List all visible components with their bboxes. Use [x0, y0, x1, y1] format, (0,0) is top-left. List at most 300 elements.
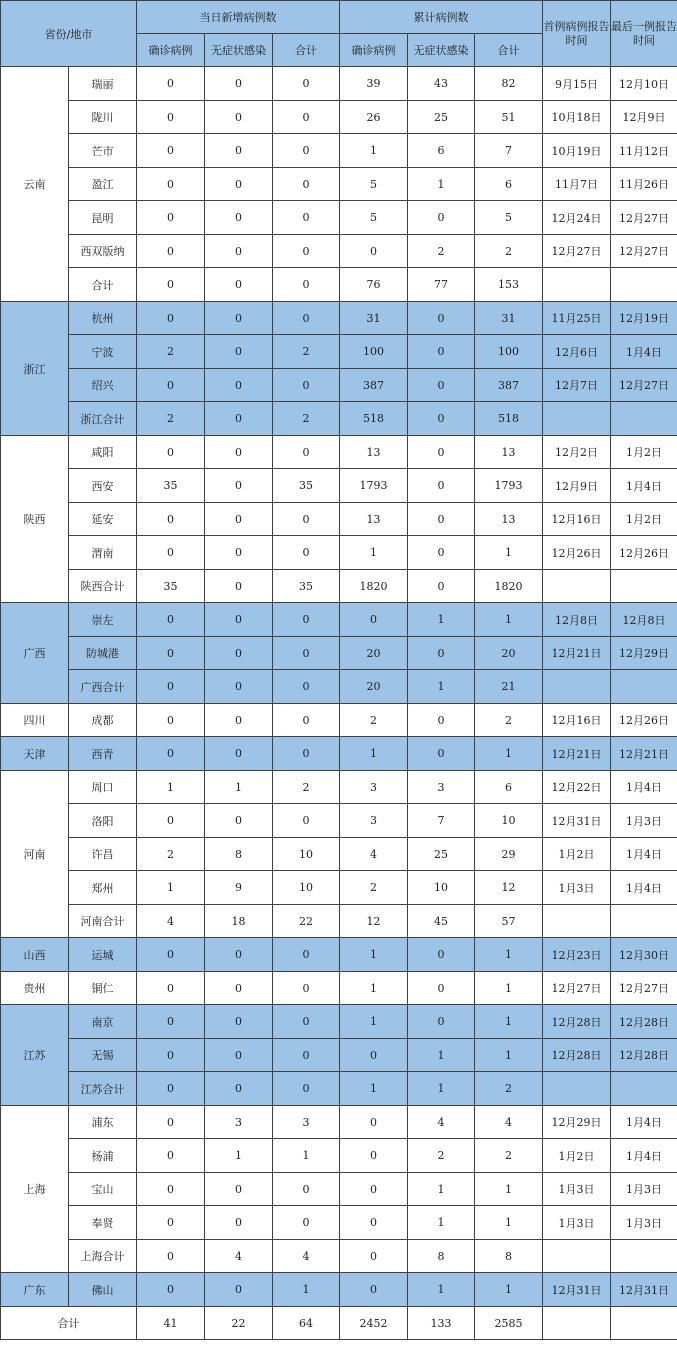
cum-confirmed: 1 — [340, 938, 408, 972]
daily-total: 0 — [273, 235, 340, 268]
header-cum-confirmed: 确诊病例 — [340, 34, 408, 67]
daily-total: 0 — [273, 1206, 340, 1240]
daily-asymptomatic: 0 — [205, 503, 273, 536]
first-report: 12月27日 — [543, 235, 611, 268]
cum-asymptomatic: 3 — [408, 771, 475, 804]
daily-asymptomatic: 1 — [205, 1139, 273, 1173]
cum-asymptomatic: 77 — [408, 268, 475, 302]
first-report: 1月2日 — [543, 838, 611, 871]
first-report: 12月28日 — [543, 1005, 611, 1039]
daily-confirmed: 0 — [137, 737, 205, 771]
table-row — [1, 436, 677, 469]
cum-asymptomatic: 8 — [408, 1240, 475, 1273]
city-name: 洛阳 — [69, 804, 137, 838]
province-cell: 云南 — [1, 67, 69, 302]
cum-asymptomatic: 25 — [408, 838, 475, 871]
table-row — [1, 268, 677, 302]
table-row — [1, 369, 677, 402]
last-report: 12月27日 — [611, 235, 677, 268]
cum-confirmed: 0 — [340, 1273, 408, 1307]
daily-total: 0 — [273, 1039, 340, 1072]
cum-asymptomatic: 0 — [408, 503, 475, 536]
cum-total: 10 — [475, 804, 543, 838]
daily-asymptomatic: 0 — [205, 737, 273, 771]
daily-asymptomatic: 0 — [205, 670, 273, 704]
daily-asymptomatic: 0 — [205, 972, 273, 1005]
cum-confirmed: 20 — [340, 670, 408, 704]
last-report: 1月4日 — [611, 771, 677, 804]
daily-asymptomatic: 0 — [205, 1173, 273, 1206]
table-row — [1, 1005, 677, 1039]
city-name: 盈江 — [69, 168, 137, 201]
cum-total: 153 — [475, 268, 543, 302]
city-name: 南京 — [69, 1005, 137, 1039]
cum-asymptomatic: 0 — [408, 469, 475, 503]
cum-total: 5 — [475, 201, 543, 235]
first-report — [543, 268, 611, 302]
province-cell: 广西 — [1, 603, 69, 704]
last-report: 12月26日 — [611, 536, 677, 570]
first-report: 12月29日 — [543, 1106, 611, 1139]
daily-asymptomatic: 0 — [205, 570, 273, 603]
first-report: 12月26日 — [543, 536, 611, 570]
last-report — [611, 1072, 677, 1106]
cum-asymptomatic: 25 — [408, 101, 475, 134]
cum-confirmed: 518 — [340, 402, 408, 436]
daily-confirmed: 0 — [137, 235, 205, 268]
cum-asymptomatic: 6 — [408, 134, 475, 168]
province-cell: 贵州 — [1, 972, 69, 1005]
daily-confirmed: 0 — [137, 637, 205, 670]
cum-total: 31 — [475, 302, 543, 335]
cum-asymptomatic: 2 — [408, 235, 475, 268]
cum-asymptomatic: 0 — [408, 972, 475, 1005]
daily-total: 0 — [273, 972, 340, 1005]
first-report: 12月24日 — [543, 201, 611, 235]
table-row — [1, 804, 677, 838]
cum-total: 2 — [475, 704, 543, 737]
daily-confirmed: 35 — [137, 570, 205, 603]
grand-total-last-report — [611, 1307, 677, 1340]
grand-total-daily-confirmed: 41 — [137, 1307, 205, 1340]
city-name: 上海合计 — [69, 1240, 137, 1273]
daily-asymptomatic: 0 — [205, 436, 273, 469]
city-name: 浙江合计 — [69, 402, 137, 436]
daily-total: 0 — [273, 101, 340, 134]
last-report — [611, 905, 677, 938]
first-report: 12月22日 — [543, 771, 611, 804]
daily-total: 0 — [273, 737, 340, 771]
table-footer — [1, 1307, 677, 1340]
daily-asymptomatic: 0 — [205, 335, 273, 369]
cum-confirmed: 4 — [340, 838, 408, 871]
cum-asymptomatic: 0 — [408, 938, 475, 972]
first-report: 12月31日 — [543, 804, 611, 838]
last-report: 12月30日 — [611, 938, 677, 972]
cum-asymptomatic: 1 — [408, 1173, 475, 1206]
daily-asymptomatic: 4 — [205, 1240, 273, 1273]
grand-total-label: 合计 — [1, 1307, 137, 1340]
cum-confirmed: 3 — [340, 771, 408, 804]
cum-confirmed: 76 — [340, 268, 408, 302]
city-name: 芒市 — [69, 134, 137, 168]
last-report: 1月2日 — [611, 503, 677, 536]
daily-asymptomatic: 0 — [205, 67, 273, 101]
first-report: 12月21日 — [543, 737, 611, 771]
table-row — [1, 1106, 677, 1139]
header-daily-total: 合计 — [273, 34, 340, 67]
daily-confirmed: 0 — [137, 670, 205, 704]
daily-asymptomatic: 0 — [205, 101, 273, 134]
cum-asymptomatic: 0 — [408, 369, 475, 402]
city-name: 奉贤 — [69, 1206, 137, 1240]
city-name: 崇左 — [69, 603, 137, 637]
cum-total: 57 — [475, 905, 543, 938]
daily-asymptomatic: 0 — [205, 938, 273, 972]
daily-confirmed: 0 — [137, 369, 205, 402]
city-name: 陇川 — [69, 101, 137, 134]
province-cell: 山西 — [1, 938, 69, 972]
last-report: 12月27日 — [611, 972, 677, 1005]
city-name: 防城港 — [69, 637, 137, 670]
cum-total: 1793 — [475, 469, 543, 503]
province-cell: 上海 — [1, 1106, 69, 1273]
grand-total-cum-confirmed: 2452 — [340, 1307, 408, 1340]
daily-asymptomatic: 18 — [205, 905, 273, 938]
daily-total: 4 — [273, 1240, 340, 1273]
city-name: 陕西合计 — [69, 570, 137, 603]
cum-asymptomatic: 0 — [408, 536, 475, 570]
cum-total: 2 — [475, 235, 543, 268]
table-row — [1, 972, 677, 1005]
cum-confirmed: 387 — [340, 369, 408, 402]
cum-confirmed: 13 — [340, 503, 408, 536]
table-header — [1, 1, 677, 67]
cum-total: 29 — [475, 838, 543, 871]
daily-total: 0 — [273, 938, 340, 972]
table-row — [1, 536, 677, 570]
daily-total: 0 — [273, 1005, 340, 1039]
grand-total-cum-asymptomatic: 133 — [408, 1307, 475, 1340]
daily-confirmed: 0 — [137, 1005, 205, 1039]
cum-total: 6 — [475, 771, 543, 804]
city-name: 铜仁 — [69, 972, 137, 1005]
first-report: 12月31日 — [543, 1273, 611, 1307]
city-name: 无锡 — [69, 1039, 137, 1072]
daily-asymptomatic: 0 — [205, 536, 273, 570]
last-report: 1月2日 — [611, 436, 677, 469]
daily-confirmed: 0 — [137, 1039, 205, 1072]
table-row — [1, 302, 677, 335]
daily-total: 0 — [273, 436, 340, 469]
last-report: 11月26日 — [611, 168, 677, 201]
first-report: 12月16日 — [543, 704, 611, 737]
daily-total: 1 — [273, 1273, 340, 1307]
city-name: 郑州 — [69, 871, 137, 905]
table-row — [1, 704, 677, 737]
city-name: 咸阳 — [69, 436, 137, 469]
cum-total: 6 — [475, 168, 543, 201]
province-cell: 浙江 — [1, 302, 69, 436]
cum-asymptomatic: 10 — [408, 871, 475, 905]
daily-asymptomatic: 0 — [205, 704, 273, 737]
last-report — [611, 1240, 677, 1273]
cum-asymptomatic: 0 — [408, 737, 475, 771]
daily-total: 2 — [273, 771, 340, 804]
daily-confirmed: 2 — [137, 402, 205, 436]
city-name: 运城 — [69, 938, 137, 972]
daily-total: 0 — [273, 1173, 340, 1206]
cum-total: 82 — [475, 67, 543, 101]
cum-asymptomatic: 0 — [408, 201, 475, 235]
daily-confirmed: 0 — [137, 134, 205, 168]
daily-asymptomatic: 1 — [205, 771, 273, 804]
cum-asymptomatic: 1 — [408, 603, 475, 637]
table-row — [1, 67, 677, 101]
daily-confirmed: 0 — [137, 436, 205, 469]
city-name: 昆明 — [69, 201, 137, 235]
last-report: 12月29日 — [611, 637, 677, 670]
province-cell: 四川 — [1, 704, 69, 737]
cum-confirmed: 26 — [340, 101, 408, 134]
cum-total: 1 — [475, 972, 543, 1005]
table-row — [1, 469, 677, 503]
daily-confirmed: 0 — [137, 67, 205, 101]
last-report: 12月27日 — [611, 369, 677, 402]
cum-total: 1 — [475, 1173, 543, 1206]
first-report: 12月6日 — [543, 335, 611, 369]
table-row — [1, 1072, 677, 1106]
daily-asymptomatic: 0 — [205, 1206, 273, 1240]
cum-total: 2 — [475, 1139, 543, 1173]
cum-confirmed: 2 — [340, 704, 408, 737]
cum-confirmed: 2 — [340, 871, 408, 905]
city-name: 周口 — [69, 771, 137, 804]
daily-asymptomatic: 0 — [205, 201, 273, 235]
daily-confirmed: 0 — [137, 101, 205, 134]
first-report: 9月15日 — [543, 67, 611, 101]
last-report: 1月3日 — [611, 1206, 677, 1240]
daily-total: 0 — [273, 670, 340, 704]
daily-total: 0 — [273, 67, 340, 101]
first-report: 1月3日 — [543, 1206, 611, 1240]
city-name: 宁波 — [69, 335, 137, 369]
cum-total: 387 — [475, 369, 543, 402]
grand-total-first-report — [543, 1307, 611, 1340]
table-body — [1, 67, 677, 1307]
cum-asymptomatic: 4 — [408, 1106, 475, 1139]
daily-total: 0 — [273, 503, 340, 536]
daily-confirmed: 0 — [137, 1139, 205, 1173]
cum-total: 13 — [475, 436, 543, 469]
cum-total: 1 — [475, 603, 543, 637]
daily-total: 0 — [273, 134, 340, 168]
city-name: 渭南 — [69, 536, 137, 570]
first-report — [543, 1240, 611, 1273]
daily-total: 10 — [273, 871, 340, 905]
daily-confirmed: 1 — [137, 771, 205, 804]
daily-total: 35 — [273, 570, 340, 603]
city-name: 成都 — [69, 704, 137, 737]
first-report: 1月3日 — [543, 871, 611, 905]
table-row — [1, 603, 677, 637]
daily-confirmed: 0 — [137, 1273, 205, 1307]
daily-total: 0 — [273, 536, 340, 570]
daily-asymptomatic: 8 — [205, 838, 273, 871]
cum-confirmed: 0 — [340, 1240, 408, 1273]
last-report — [611, 670, 677, 704]
table-row — [1, 1206, 677, 1240]
first-report: 12月23日 — [543, 938, 611, 972]
table-row — [1, 335, 677, 369]
daily-confirmed: 0 — [137, 1206, 205, 1240]
cum-confirmed: 1 — [340, 972, 408, 1005]
header-cumulative-group: 累计病例数 — [340, 1, 543, 34]
daily-asymptomatic: 0 — [205, 369, 273, 402]
cum-total: 1 — [475, 938, 543, 972]
daily-confirmed: 35 — [137, 469, 205, 503]
cum-confirmed: 5 — [340, 168, 408, 201]
grand-total-cum-total: 2585 — [475, 1307, 543, 1340]
cum-total: 1 — [475, 1273, 543, 1307]
last-report: 1月3日 — [611, 1173, 677, 1206]
last-report: 1月4日 — [611, 1106, 677, 1139]
table-row — [1, 838, 677, 871]
city-name: 许昌 — [69, 838, 137, 871]
grand-total-row — [1, 1307, 677, 1340]
cum-total: 51 — [475, 101, 543, 134]
city-name: 杭州 — [69, 302, 137, 335]
last-report — [611, 570, 677, 603]
last-report: 12月10日 — [611, 67, 677, 101]
cum-confirmed: 100 — [340, 335, 408, 369]
table-row — [1, 737, 677, 771]
cum-confirmed: 39 — [340, 67, 408, 101]
city-name: 河南合计 — [69, 905, 137, 938]
cum-confirmed: 0 — [340, 1206, 408, 1240]
daily-total: 2 — [273, 335, 340, 369]
daily-total: 2 — [273, 402, 340, 436]
cum-total: 4 — [475, 1106, 543, 1139]
cum-asymptomatic: 0 — [408, 436, 475, 469]
cum-asymptomatic: 0 — [408, 704, 475, 737]
cum-asymptomatic: 1 — [408, 670, 475, 704]
cum-total: 21 — [475, 670, 543, 704]
cum-total: 2 — [475, 1072, 543, 1106]
province-cell: 河南 — [1, 771, 69, 938]
daily-confirmed: 0 — [137, 804, 205, 838]
cum-asymptomatic: 0 — [408, 402, 475, 436]
last-report: 12月19日 — [611, 302, 677, 335]
table-row — [1, 101, 677, 134]
daily-total: 22 — [273, 905, 340, 938]
first-report: 11月7日 — [543, 168, 611, 201]
first-report: 12月8日 — [543, 603, 611, 637]
cum-total: 7 — [475, 134, 543, 168]
table-row — [1, 670, 677, 704]
table-row — [1, 938, 677, 972]
daily-total: 0 — [273, 268, 340, 302]
daily-total: 0 — [273, 168, 340, 201]
header-last-report: 最后一例报告时间 — [611, 1, 677, 67]
table-row — [1, 1240, 677, 1273]
cum-confirmed: 1 — [340, 1072, 408, 1106]
table-row — [1, 235, 677, 268]
cum-total: 13 — [475, 503, 543, 536]
daily-asymptomatic: 0 — [205, 134, 273, 168]
cum-confirmed: 3 — [340, 804, 408, 838]
daily-confirmed: 0 — [137, 603, 205, 637]
cum-total: 20 — [475, 637, 543, 670]
daily-confirmed: 4 — [137, 905, 205, 938]
daily-total: 0 — [273, 603, 340, 637]
province-cell: 陕西 — [1, 436, 69, 603]
cum-confirmed: 1793 — [340, 469, 408, 503]
daily-total: 1 — [273, 1139, 340, 1173]
daily-total: 10 — [273, 838, 340, 871]
header-region: 省份/地市 — [1, 1, 137, 67]
daily-confirmed: 0 — [137, 201, 205, 235]
city-name: 绍兴 — [69, 369, 137, 402]
cum-confirmed: 1 — [340, 1005, 408, 1039]
table-row — [1, 570, 677, 603]
first-report: 12月16日 — [543, 503, 611, 536]
daily-total: 0 — [273, 369, 340, 402]
daily-confirmed: 0 — [137, 1072, 205, 1106]
table-row — [1, 1173, 677, 1206]
header-daily-asymptomatic: 无症状感染 — [205, 34, 273, 67]
daily-asymptomatic: 0 — [205, 302, 273, 335]
daily-asymptomatic: 0 — [205, 1072, 273, 1106]
city-name: 西双版纳 — [69, 235, 137, 268]
daily-confirmed: 2 — [137, 838, 205, 871]
first-report: 12月9日 — [543, 469, 611, 503]
header-first-report: 首例病例报告时间 — [543, 1, 611, 67]
table-row — [1, 402, 677, 436]
cum-confirmed: 0 — [340, 1173, 408, 1206]
province-cell: 广东 — [1, 1273, 69, 1307]
city-name: 合计 — [69, 268, 137, 302]
city-name: 江苏合计 — [69, 1072, 137, 1106]
cum-asymptomatic: 1 — [408, 1273, 475, 1307]
cum-confirmed: 0 — [340, 1139, 408, 1173]
last-report: 1月3日 — [611, 804, 677, 838]
province-cell: 江苏 — [1, 1005, 69, 1106]
table-row — [1, 168, 677, 201]
daily-total: 0 — [273, 704, 340, 737]
daily-asymptomatic: 0 — [205, 268, 273, 302]
first-report: 11月25日 — [543, 302, 611, 335]
table-row — [1, 134, 677, 168]
cum-asymptomatic: 1 — [408, 1072, 475, 1106]
city-name: 宝山 — [69, 1173, 137, 1206]
daily-asymptomatic: 0 — [205, 603, 273, 637]
cum-confirmed: 0 — [340, 603, 408, 637]
daily-asymptomatic: 0 — [205, 1039, 273, 1072]
last-report: 1月4日 — [611, 469, 677, 503]
daily-confirmed: 0 — [137, 972, 205, 1005]
cum-total: 518 — [475, 402, 543, 436]
table-row — [1, 1039, 677, 1072]
city-name: 瑞丽 — [69, 67, 137, 101]
daily-total: 3 — [273, 1106, 340, 1139]
last-report: 12月28日 — [611, 1005, 677, 1039]
daily-total: 0 — [273, 637, 340, 670]
cum-asymptomatic: 45 — [408, 905, 475, 938]
cum-asymptomatic: 7 — [408, 804, 475, 838]
cum-confirmed: 12 — [340, 905, 408, 938]
daily-asymptomatic: 0 — [205, 235, 273, 268]
